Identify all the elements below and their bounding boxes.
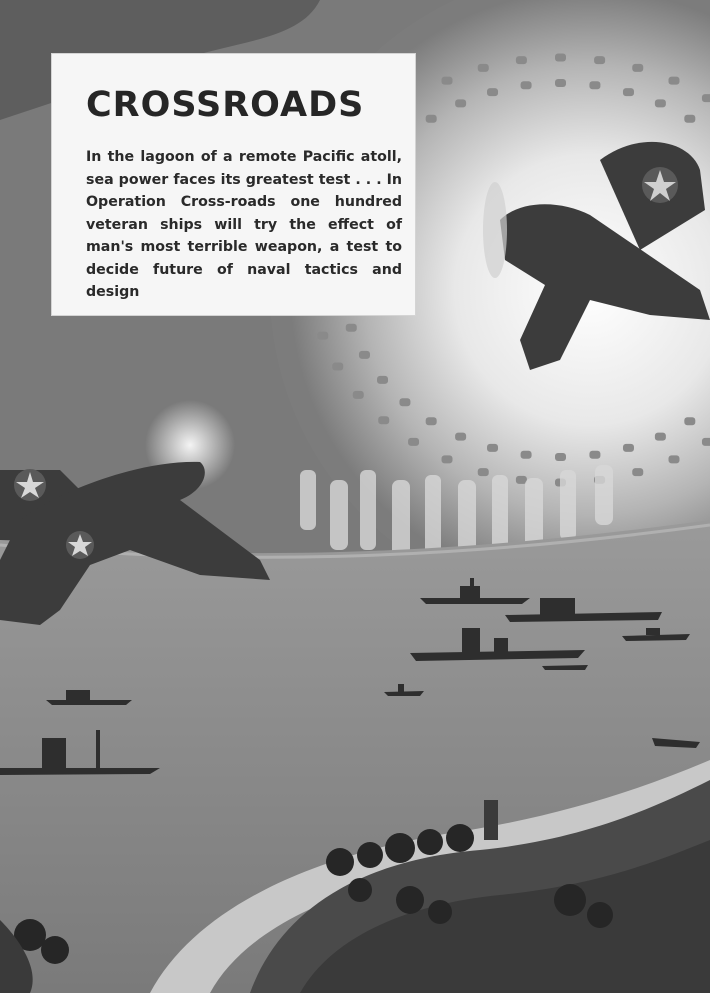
debris-dot: [317, 332, 328, 340]
debris-dot: [521, 451, 532, 459]
page-title: CROSSROADS: [86, 85, 365, 125]
debris-dot: [332, 362, 343, 370]
debris-dot: [487, 444, 498, 452]
debris-dot: [378, 416, 389, 424]
debris-dot: [399, 398, 410, 406]
debris-dot: [668, 77, 679, 85]
debris-dot: [353, 391, 364, 399]
debris-dot: [455, 99, 466, 107]
debris-dot: [589, 451, 600, 459]
debris-dot: [668, 455, 679, 463]
debris-dot: [684, 115, 695, 123]
water-tower: [484, 800, 498, 840]
debris-dot: [589, 81, 600, 89]
debris-dot: [623, 88, 634, 96]
debris-dot: [684, 417, 695, 425]
debris-dot: [346, 324, 357, 332]
debris-dot: [702, 438, 710, 446]
debris-dot: [521, 81, 532, 89]
debris-dot: [516, 476, 527, 484]
debris-dot: [377, 376, 388, 384]
debris-dot: [359, 351, 370, 359]
debris-dot: [426, 115, 437, 123]
debris-dot: [702, 94, 710, 102]
debris-dot: [594, 56, 605, 64]
debris-dot: [623, 444, 634, 452]
debris-dot: [632, 64, 643, 72]
debris-dot: [655, 433, 666, 441]
debris-dot: [655, 99, 666, 107]
debris-dot: [426, 417, 437, 425]
debris-dot: [442, 455, 453, 463]
debris-dot: [632, 468, 643, 476]
debris-dot: [478, 468, 489, 476]
debris-dot: [455, 433, 466, 441]
debris-dot: [487, 88, 498, 96]
debris-dot: [408, 438, 419, 446]
debris-dot: [478, 64, 489, 72]
debris-dot: [555, 453, 566, 461]
debris-dot: [555, 54, 566, 62]
debris-dot: [442, 77, 453, 85]
debris-dot: [555, 79, 566, 87]
debris-dot: [516, 56, 527, 64]
caption-text: In the lagoon of a remote Pacific atoll, sea power faces its greatest test . . . In Operation Cross-roads one hundred veteran ships will try the effect of man's most terrible weapon, a test to decide future of naval tactics and design: [86, 149, 402, 300]
caption-box: [51, 53, 416, 316]
